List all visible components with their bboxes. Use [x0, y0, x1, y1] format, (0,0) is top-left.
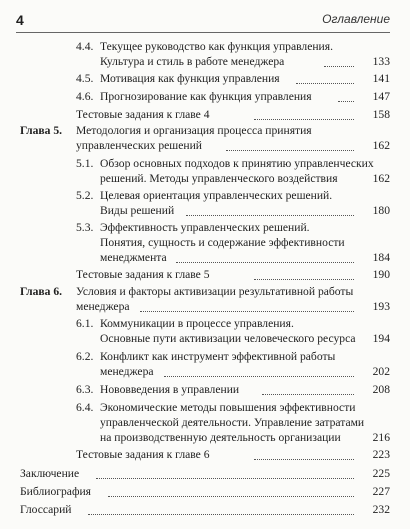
page-ref: 208 [372, 383, 390, 396]
entry-title-line: Обзор основных подходов к принятию управленческих [100, 157, 374, 170]
dot-leader [96, 468, 354, 479]
page-ref: 133 [372, 55, 390, 68]
entry-title-line: менеджера [76, 300, 130, 313]
page-ref: 223 [372, 448, 390, 461]
section-number: 4.5. [76, 72, 94, 85]
page-number: 4 [16, 12, 24, 28]
page-ref: 147 [372, 90, 390, 103]
dot-leader [262, 384, 354, 395]
dot-leader [140, 301, 354, 312]
toc-entry-5-3[interactable] [76, 221, 390, 266]
entry-title-line: Коммуникации в процессе управления. [100, 317, 294, 330]
section-number: 4.6. [76, 90, 94, 103]
entry-title-line: Мотивация как функция управления [100, 72, 280, 85]
page-ref: 158 [372, 108, 390, 121]
page-ref: 216 [372, 431, 390, 444]
toc-entry-6-3[interactable] [76, 383, 390, 398]
toc-entry-5-2[interactable] [76, 189, 390, 219]
entry-title-line: Основные пути активизации человеческого ресурса [100, 332, 356, 345]
dot-leader [296, 73, 354, 84]
entry-title-line: Глоссарий [20, 503, 72, 516]
toc-entry-4-6[interactable] [76, 90, 390, 105]
toc-entry-6-1[interactable] [76, 317, 390, 347]
toc-entry-6-2[interactable] [76, 350, 390, 380]
page-ref: 184 [372, 251, 390, 264]
toc-entry-glossary[interactable] [20, 503, 390, 518]
entry-title-line: управленческих решений [76, 139, 202, 152]
entry-title-line: Тестовые задания к главе 6 [76, 448, 210, 461]
toc-entry-chapter-5[interactable] [76, 124, 390, 154]
entry-title-line: Условия и факторы активизации результативной работы [76, 285, 354, 298]
entry-title-line: Экономические методы повышения эффективности [100, 401, 356, 414]
toc-entry-chapter-6[interactable] [76, 285, 390, 315]
entry-title-line: менеджера [100, 365, 154, 378]
dot-leader [254, 449, 354, 460]
toc-entry-6-4[interactable] [76, 401, 390, 446]
toc-entry-4-5[interactable] [76, 72, 390, 87]
dot-leader [338, 91, 354, 102]
dot-leader [176, 252, 354, 263]
page-ref: 180 [372, 204, 390, 217]
entry-title-line: Понятия, сущность и содержание эффективности [100, 236, 345, 249]
chapter-label: Глава 6. [20, 285, 63, 298]
section-number: 4.4. [76, 40, 94, 53]
section-number: 5.1. [76, 157, 94, 170]
entry-title-line: Виды решений [100, 204, 175, 217]
section-number: 6.4. [76, 401, 94, 414]
toc-entry-test-5[interactable] [76, 268, 390, 283]
page-ref: 162 [372, 172, 390, 185]
page-ref: 162 [372, 139, 390, 152]
entry-title-line: Конфликт как инструмент эффективной работы [100, 350, 336, 363]
section-number: 6.1. [76, 317, 94, 330]
section-number: 6.3. [76, 383, 94, 396]
toc-entry-bibliography[interactable] [20, 485, 390, 500]
entry-title-line: управленческой деятельности. Управление затратами [100, 416, 365, 429]
page-ref: 194 [372, 332, 390, 345]
dot-leader [254, 109, 354, 120]
toc-entry-5-1[interactable] [76, 157, 390, 187]
entry-title-line: Тестовые задания к главе 4 [76, 108, 210, 121]
entry-title-line: Библиография [20, 485, 92, 498]
toc-entry-test-4[interactable] [76, 108, 390, 123]
entry-title-line: Заключение [20, 467, 80, 480]
toc-entry-conclusion[interactable] [20, 467, 390, 482]
running-title: Оглавление [322, 12, 390, 26]
page-ref: 202 [372, 365, 390, 378]
dot-leader [254, 269, 354, 280]
entry-title-line: Текущее руководство как функция управления. [100, 40, 333, 53]
toc-entry-test-6[interactable] [76, 448, 390, 463]
page-ref: 193 [372, 300, 390, 313]
entry-title-line: Целевая ориентация управленческих решений. [100, 189, 333, 202]
entry-title-line: менеджмента [100, 251, 167, 264]
section-number: 5.2. [76, 189, 94, 202]
page-ref: 190 [372, 268, 390, 281]
dot-leader [88, 504, 354, 515]
dot-leader [226, 140, 354, 151]
dot-leader [186, 205, 354, 216]
entry-title-line: Нововведения в управлении [100, 383, 240, 396]
dot-leader [108, 486, 354, 497]
entry-title-line: на производственную деятельность организации [100, 431, 341, 444]
entry-title-line: решений. Методы управленческого воздействия [100, 172, 338, 185]
page-ref: 141 [372, 72, 390, 85]
entry-title-line: Тестовые задания к главе 5 [76, 268, 210, 281]
page-ref: 232 [372, 503, 390, 516]
entry-title-line: Методология и организация процесса принятия [76, 124, 312, 137]
section-number: 6.2. [76, 350, 94, 363]
dot-leader [164, 366, 354, 377]
page-ref: 225 [372, 467, 390, 480]
chapter-label: Глава 5. [20, 124, 63, 137]
section-number: 5.3. [76, 221, 94, 234]
entry-title-line: Прогнозирование как функция управления [100, 90, 312, 103]
entry-title-line: Эффективность управленческих решений. [100, 221, 310, 234]
dot-leader [324, 56, 354, 67]
entry-title-line: Культура и стиль в работе менеджера [100, 55, 285, 68]
page-ref: 227 [372, 485, 390, 498]
